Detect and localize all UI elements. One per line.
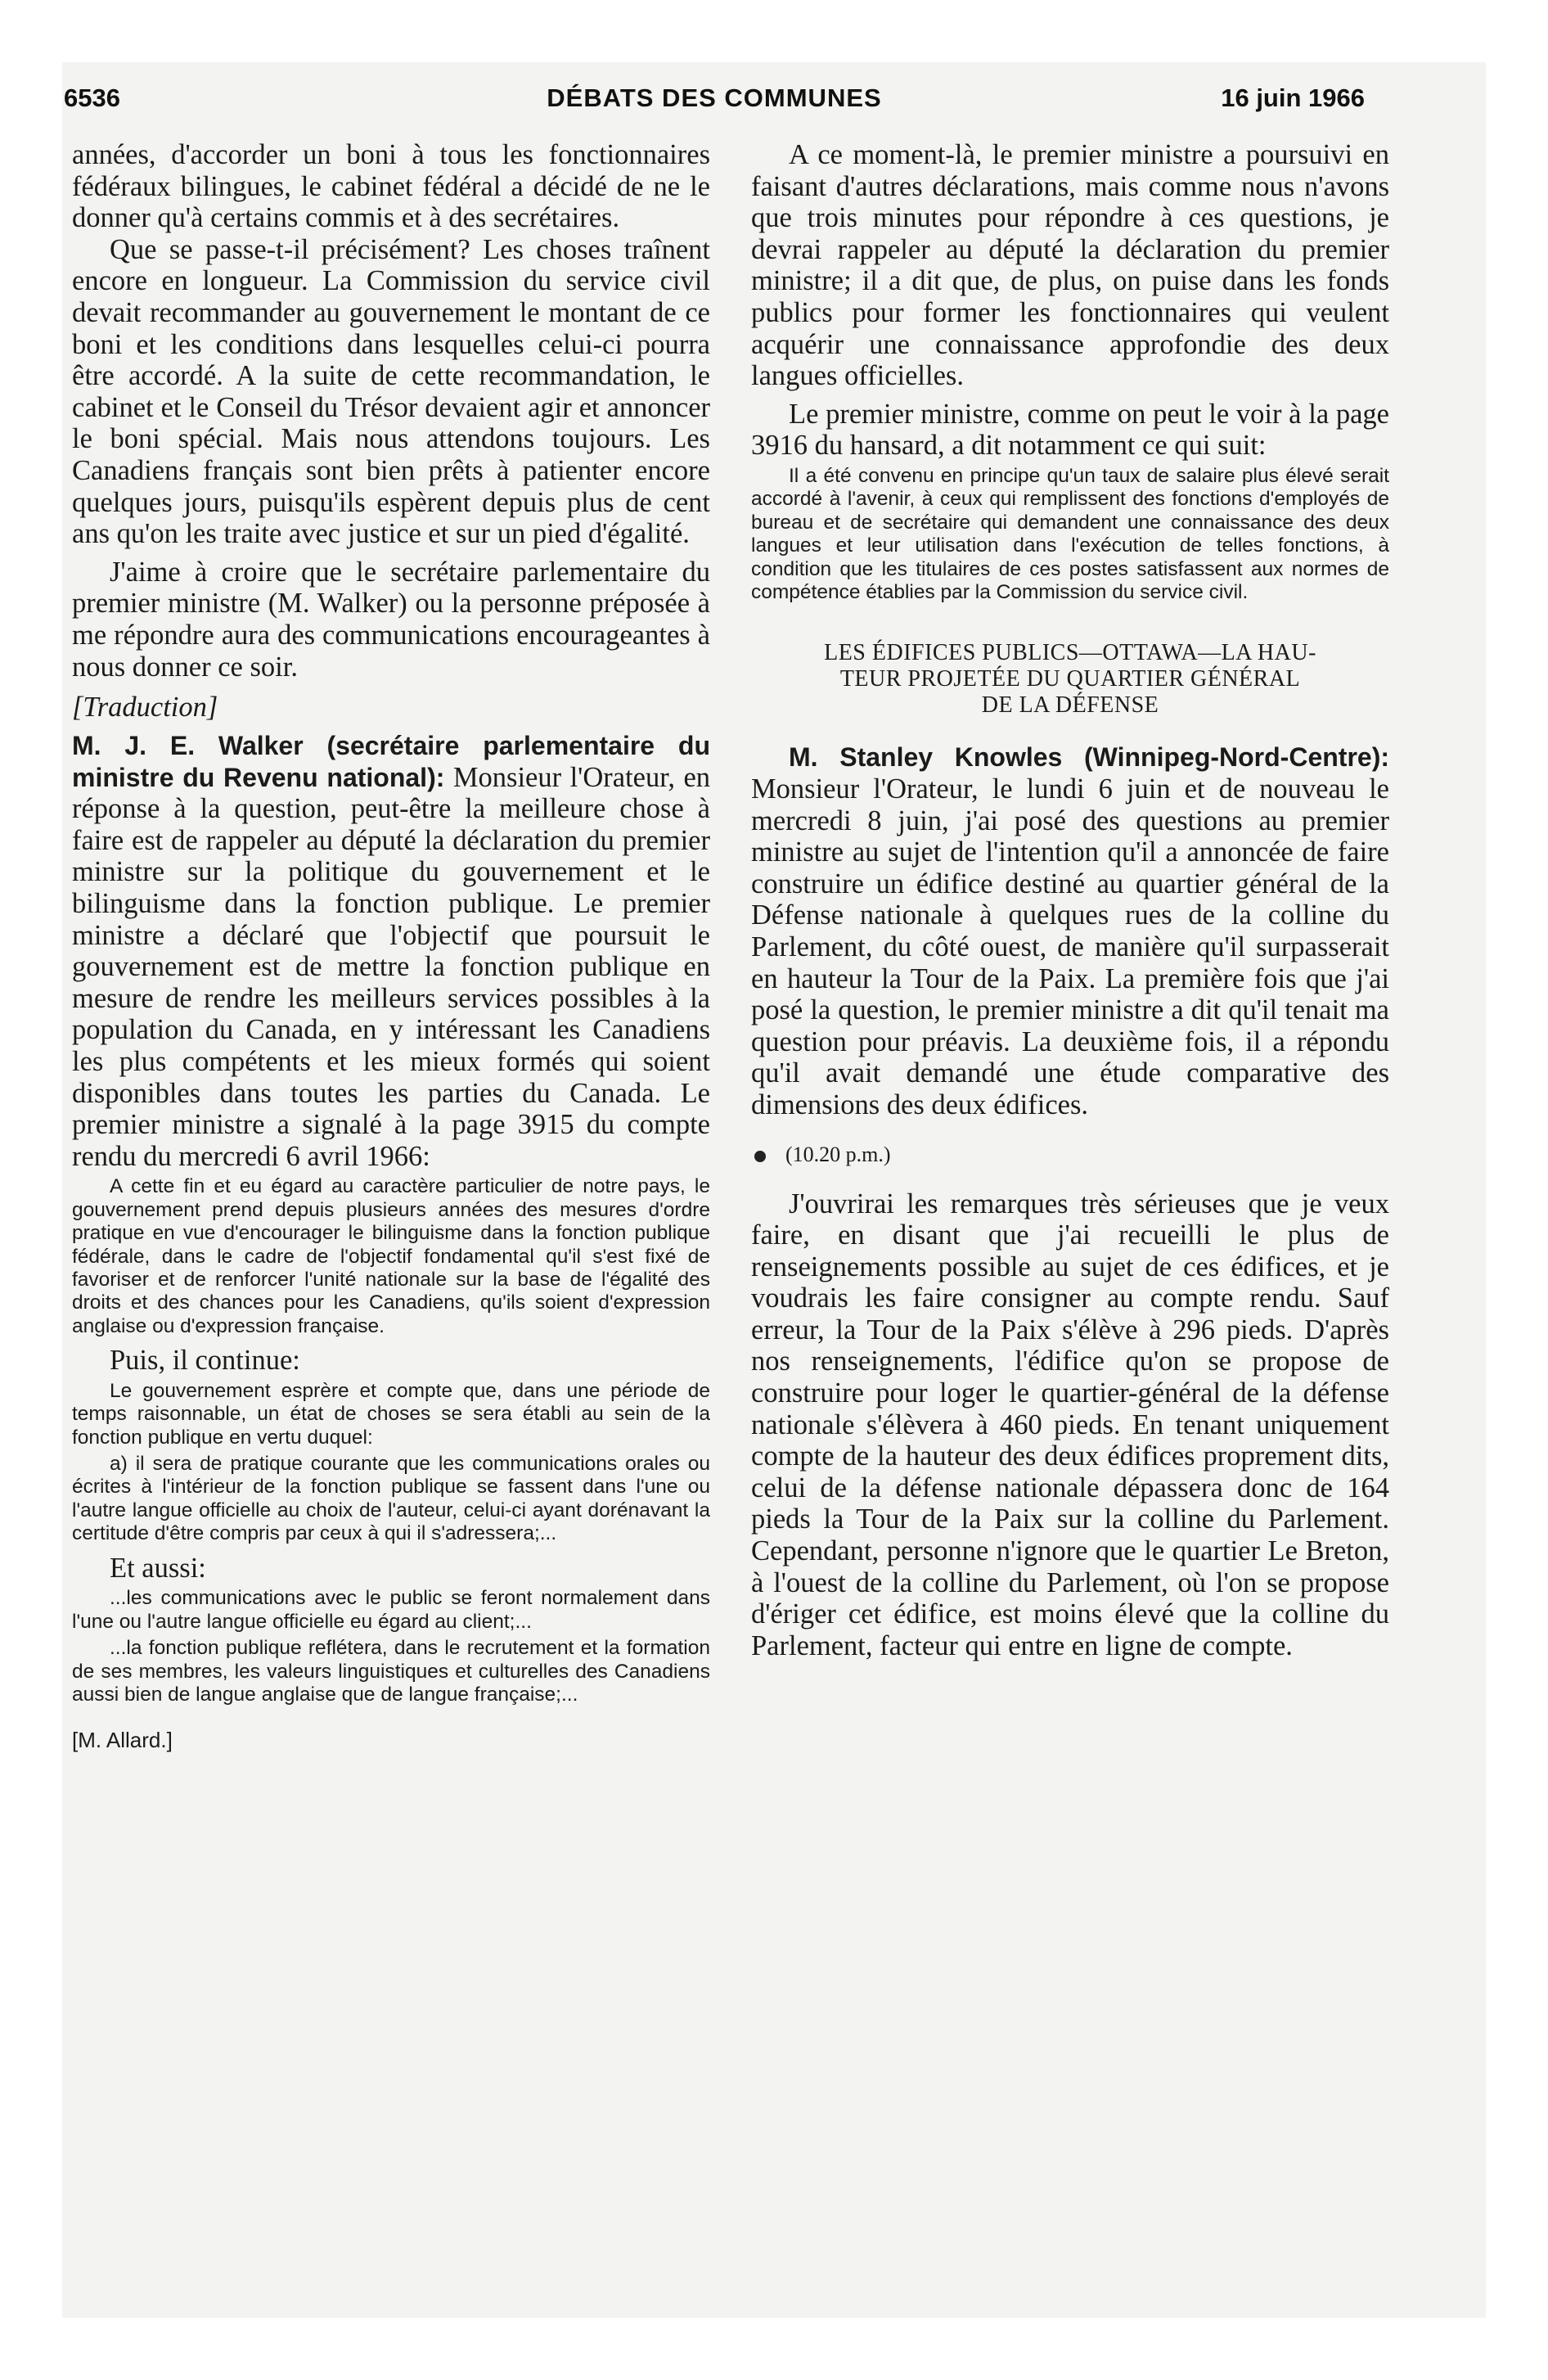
- page-date: 16 juin 1966: [1221, 83, 1365, 112]
- speech-text: Monsieur l'Orateur, le lundi 6 juin et de nouveau le mercredi 8 juin, j'ai posé des questions au premier ministre au sujet de l'intention qu'il a annoncée de faire construire un édifice destiné au quartier général de la Défense nationale à quelques rues de la colline du Parlement, du côté ouest, de manière qu'il surpasserait en hauteur la Tour de la Paix. La première fois que j'ai posé la question, le premier ministre a dit qu'il tenait ma question pour préavis. La deuxième fois, il a répondu qu'il avait demandé une étude comparative des dimensions des deux édifices.: [751, 773, 1389, 1120]
- quotation: Il a été convenu en principe qu'un taux de salaire plus élevé serait accordé à l'avenir, à ceux qui remplissent des fonctions d'employés de bureau et de secrétaire qui demandent une connaissance des deux langues et leur utilisation dans l'exécution de telles fonctions, à condition que les titulaires de ces postes satisfassent aux normes de compétence établies par la Commission du service civil.: [751, 464, 1389, 603]
- paragraph: Puis, il continue:: [110, 1345, 300, 1377]
- left-column: [72, 139, 710, 1753]
- heading-line: DE LA DÉFENSE: [981, 692, 1159, 719]
- speaker-name: M. J. E. Walker (secrétaire parlementaire du ministre du Revenu national):: [72, 731, 710, 792]
- heading-line: TEUR PROJETÉE DU QUARTIER GÉNÉRAL: [839, 666, 1301, 692]
- quotation-item: a) il sera de pratique courante que les communications orales ou écrites à l'intérieur de la fonction publique se fassent dans l'une ou l'autre langue officielle au choix de l'auteur, celui-ci ayant dorénavant la certitude d'être compris par ceux à qui il s'adressera;...: [72, 1453, 710, 1545]
- speech-paragraph: [72, 730, 710, 1172]
- section-heading: [759, 640, 1381, 719]
- timestamp: [751, 1143, 1389, 1167]
- page-header: [64, 72, 1365, 121]
- bullet-icon: [754, 1151, 766, 1162]
- paragraph: Et aussi:: [110, 1552, 206, 1584]
- speech-text: Monsieur l'Orateur, en réponse à la question, peut-être la meilleure chose à faire est de rappeler au député la déclaration du premier ministre sur la politique du gouvernement et le bilinguisme dans la fonction publique. Le premier ministre a déclaré que l'objectif que poursuit le gouvernement est de mettre la fonction publique en mesure de rendre les meilleurs services possibles à la population du Canada, en y intéressant les Canadiens les plus compétents et les mieux formés qui soient disponibles dans toutes les parties du Canada. Le premier ministre a signalé à la page 3915 du compte rendu du mercredi 6 avril 1966:: [72, 761, 711, 1172]
- quotation: Le gouvernement esprère et compte que, dans une période de temps raisonnable, un état de choses se sera établi au sein de la fonction publique en vertu duquel:: [72, 1379, 710, 1449]
- paragraph: Le premier ministre, comme on peut le voir à la page 3916 du hansard, a dit notamment ce qui suit:: [751, 398, 1389, 462]
- speaker-name: M. Stanley Knowles (Winnipeg-Nord-Centre):: [789, 742, 1389, 773]
- quotation: ...la fonction publique reflétera, dans le recrutement et la formation de ses membres, les valeurs linguistiques et culturelles des Canadiens aussi bien de langue anglaise que de langue française;...: [72, 1637, 710, 1706]
- heading-line: LES ÉDIFICES PUBLICS—OTTAWA—LA HAU-: [824, 640, 1316, 666]
- translation-marker: [Traduction]: [72, 692, 218, 723]
- speaker-attribution: [M. Allard.]: [72, 1728, 173, 1753]
- page-number: 6536: [64, 83, 120, 112]
- paragraph: J'ouvrirai les remarques très sérieuses que je veux faire, en disant que j'ai recueilli le plus de renseignements possible au sujet de ces édifices, et je voudrais les faire consigner au compte rendu. Sauf erreur, la Tour de la Paix s'élève à 296 pieds. D'après nos renseignements, l'édifice qu'on se propose de construire pour loger le quartier-général de la défense nationale s'élèvera à 460 pieds. En tenant uniquement compte de la hauteur des deux édifices proprement dits, celui de la défense nationale dépassera donc de 164 pieds la Tour de la Paix sur la colline du Parlement. Cependant, personne n'ignore que le quartier Le Breton, à l'ouest de la colline du Parlement, où l'on se propose d'ériger cet édifice, est moins élevé que la colline du Parlement, facteur qui entre en ligne de compte.: [751, 1188, 1389, 1661]
- paragraph: années, d'accorder un boni à tous les fonctionnaires fédéraux bilingues, le cabinet fédéral a décidé de ne le donner qu'à certains commis et à des secrétaires.: [72, 139, 710, 234]
- quotation: ...les communications avec le public se feront normalement dans l'une ou l'autre langue officielle eu égard au client;...: [72, 1587, 710, 1633]
- paragraph: A ce moment-là, le premier ministre a poursuivi en faisant d'autres déclarations, mais comme nous n'avons que trois minutes pour répondre à ces questions, je devrai rappeler au député la déclaration du premier ministre; il a dit que, de plus, on puise dans les fonds publics pour former les fonctionnaires qui veulent acquérir une connaissance approfondie des deux langues officielles.: [751, 139, 1389, 392]
- paragraph: J'aime à croire que le secrétaire parlementaire du premier ministre (M. Walker) ou la personne préposée à me répondre aura des communications encourageantes à nous donner ce soir.: [72, 556, 710, 683]
- timestamp-text: (10.20 p.m.): [785, 1142, 891, 1166]
- quotation: A cette fin et eu égard au caractère particulier de notre pays, le gouvernement prend depuis plusieurs années des mesures d'ordre pratique en vue d'encourager le bilinguisme dans la fonction publique fédérale, dans le cadre de l'objectif fondamental qu'il s'est fixé de favoriser et de renforcer l'unité nationale sur la base de l'égalité des droits et des chances pour les Canadiens, qu'ils soient d'expression anglaise ou d'expression française.: [72, 1175, 710, 1337]
- speech-paragraph: [751, 741, 1389, 1120]
- publication-title: DÉBATS DES COMMUNES: [547, 83, 882, 112]
- paragraph: Que se passe-t-il précisément? Les choses traînent encore en longueur. La Commission du service civil devait recommander au gouvernement le montant de ce boni et les conditions dans lesquelles celui-ci pourra être accordé. A la suite de cette recommandation, le cabinet et le Conseil du Trésor devaient agir et annoncer le boni spécial. Mais nous attendons toujours. Les Canadiens français sont bien prêts à patienter encore quelques jours, puisqu'ils espèrent depuis plus de cent ans qu'on les traite avec justice et sur un pied d'égalité.: [72, 233, 710, 550]
- right-column: [751, 139, 1389, 1661]
